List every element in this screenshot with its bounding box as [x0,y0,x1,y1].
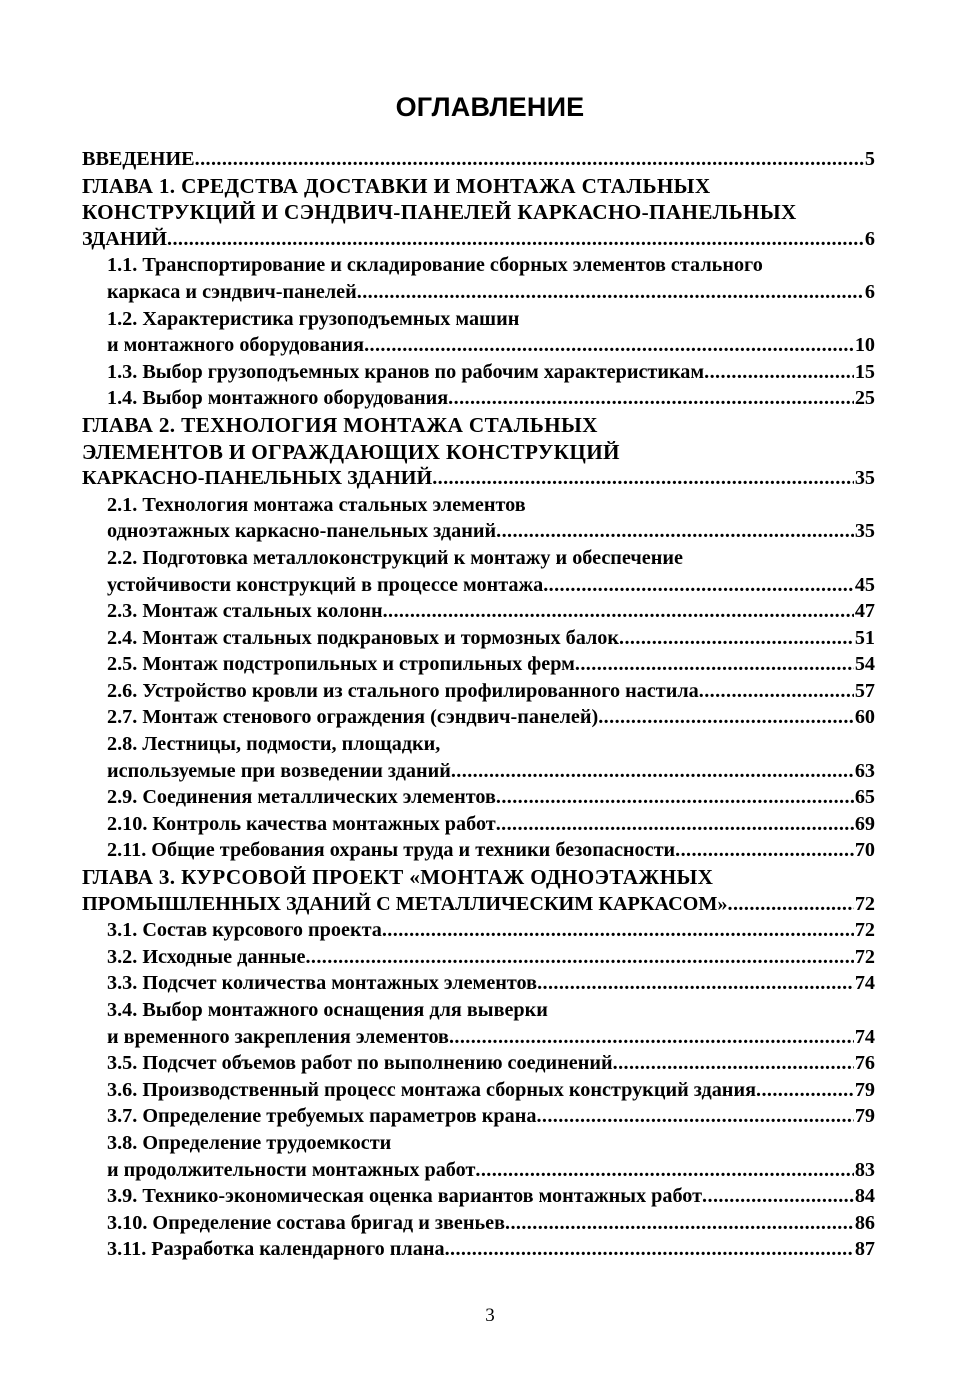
dot-leader [432,465,854,492]
toc-section-entry[interactable] [82,385,875,412]
toc-section-entry[interactable] [82,625,875,652]
toc-entry-title-line: 3.3. Подсчет количества монтажных элементов [107,972,538,995]
toc-entry-row [107,944,875,971]
toc-page-number: 5 [864,148,875,170]
toc-entry-row [107,625,875,652]
dot-leader [496,811,854,838]
toc-entry-row [107,678,875,705]
toc-entry-title-line: одноэтажных каркасно-панельных зданий [107,520,497,543]
toc-entry-row [107,758,875,785]
toc-section-entry[interactable] [82,1103,875,1130]
dot-leader [449,1024,854,1051]
toc-section-entry[interactable] [82,997,875,1050]
dot-leader [195,146,864,173]
dot-leader [445,1236,854,1263]
toc-entry-title-line: 3.8. Определение трудоемкости [107,1131,392,1154]
toc-page-number: 47 [854,600,875,623]
toc-page-number: 45 [854,573,875,596]
toc-entry-title-line: 2.1. Технология монтажа стальных элементов [107,493,526,516]
toc-page-number: 86 [854,1211,875,1234]
toc-entry-title-line: каркаса и сэндвич-панелей [107,280,357,303]
dot-leader [613,1050,854,1077]
dot-leader [496,518,854,545]
toc-section-entry[interactable] [82,1130,875,1183]
toc-entry-title-line: 3.4. Выбор монтажного оснащения для выверки [107,999,548,1021]
table-of-contents [82,146,875,1263]
toc-entry-title-line: 1.2. Характеристика грузоподъемных машин [107,307,520,330]
dot-leader [536,1103,853,1130]
toc-entry-title-line: 2.6. Устройство кровли из стального профилированного настила [107,679,699,702]
dot-leader [543,572,854,599]
toc-entry-title-line: устойчивости конструкций в процессе монтажа [107,573,544,596]
toc-entry-row [107,970,875,997]
toc-entry-row [107,279,875,306]
toc-entry-title-line: 2.4. Монтаж стальных подкрановых и тормозных балок [107,626,620,649]
toc-page-number: 87 [854,1238,875,1261]
toc-entry-title-line: ГЛАВА 1. СРЕДСТВА ДОСТАВКИ И МОНТАЖА СТАЛЬНЫХ [82,173,711,198]
toc-section-entry[interactable] [82,678,875,705]
toc-entry-title-line: 3.5. Подсчет объемов работ по выполнению соединений [107,1052,613,1075]
toc-page-number: 72 [854,945,875,968]
toc-section-entry[interactable] [82,784,875,811]
toc-section-entry[interactable] [82,917,875,944]
toc-entry-title-line: ЗДАНИЙ [82,227,167,250]
toc-section-entry[interactable] [82,811,875,838]
toc-entry-row [82,891,875,918]
dot-leader [704,359,854,386]
toc-entry-title-line: 2.9. Соединения металлических элементов [107,786,496,809]
toc-entry-row [107,1157,875,1184]
toc-entry-row [107,1077,875,1104]
toc-section-entry[interactable] [82,1077,875,1104]
dot-leader [537,970,854,997]
toc-page-number: 79 [854,1105,875,1128]
toc-entry-row [107,1024,875,1051]
toc-section-entry[interactable] [82,970,875,997]
page-title: ОГЛАВЛЕНИЕ [395,92,585,122]
dot-leader [382,917,854,944]
toc-page-number: 10 [854,334,875,357]
toc-entry-row [107,1183,875,1210]
toc-entry-row [107,837,875,864]
toc-entry-title-line: 1.3. Выбор грузоподъемных кранов по рабочим характеристикам [107,360,705,383]
toc-section-entry[interactable] [82,545,875,598]
toc-page-number: 35 [854,520,875,543]
toc-section-entry[interactable] [82,1210,875,1237]
toc-page-number: 6 [864,227,875,250]
toc-entry-row [107,518,875,545]
toc-entry-title-line: 2.3. Монтаж стальных колонн [107,600,383,623]
toc-entry-row [107,784,875,811]
toc-entry-row [82,226,875,253]
toc-entry-title-line: КОНСТРУКЦИЙ И СЭНДВИЧ-ПАНЕЛЕЙ КАРКАСНО-ПАНЕЛЬНЫХ [82,200,797,225]
toc-entry-row [107,385,875,412]
toc-section-entry[interactable] [82,704,875,731]
dot-leader [728,891,854,918]
toc-entry-row [107,1210,875,1237]
toc-page-number: 69 [854,812,875,835]
toc-entry-title-line: 1.1. Транспортирование и складирование сборных элементов стального [107,254,763,277]
toc-page-number: 6 [864,280,875,303]
toc-page-number: 84 [854,1185,875,1208]
toc-entry-row [107,1236,875,1263]
toc-entry-title-line: 2.10. Контроль качества монтажных работ [107,812,496,835]
dot-leader [619,625,854,652]
toc-entry-row [107,1103,875,1130]
toc-entry-row [107,651,875,678]
toc-entry-title-line: ПРОМЫШЛЕННЫХ ЗДАНИЙ С МЕТАЛЛИЧЕСКИМ КАРКАСОМ» [82,892,728,915]
toc-page-number: 25 [854,387,875,410]
toc-entry-title-line: и продолжительности монтажных работ [107,1158,476,1181]
toc-entry-title-line: и монтажного оборудования [107,334,365,357]
toc-entry-title-line: 3.6. Производственный процесс монтажа сборных конструкций здания [107,1078,756,1101]
toc-entry-row [107,572,875,599]
toc-section-entry[interactable] [82,252,875,305]
dot-leader [357,279,864,306]
toc-entry-title-line: 2.7. Монтаж стенового ограждения (сэндвич-панелей) [107,706,599,729]
toc-entry-title-line: используемые при возведении зданий [107,759,451,782]
toc-entry-title-line: КАРКАСНО-ПАНЕЛЬНЫХ ЗДАНИЙ [82,467,433,490]
toc-page-number: 72 [854,892,875,915]
toc-entry-row [107,811,875,838]
toc-section-entry[interactable] [82,598,875,625]
toc-entry-title-line: 2.2. Подготовка металлоконструкций к монтажу и обеспечение [107,546,683,569]
dot-leader [448,385,854,412]
toc-section-entry[interactable] [82,731,875,784]
toc-chapter-entry[interactable] [82,864,875,917]
toc-page-number: 57 [854,679,875,702]
toc-page-number: 70 [854,839,875,862]
dot-leader [475,1157,853,1184]
toc-entry-title-line: 3.2. Исходные данные [107,945,306,968]
toc-chapter-entry[interactable] [82,146,875,173]
toc-section-entry[interactable] [82,837,875,864]
dot-leader [575,651,854,678]
toc-page-number: 15 [854,360,875,383]
toc-entry-title-line: 3.9. Технико-экономическая оценка вариантов монтажных работ [107,1185,703,1208]
toc-section-entry[interactable] [82,1050,875,1077]
toc-entry-title-line: 1.4. Выбор монтажного оборудования [107,387,449,410]
toc-entry-title-line: 2.11. Общие требования охраны труда и техники безопасности [107,839,676,862]
toc-entry-title-line: ГЛАВА 3. КУРСОВОЙ ПРОЕКТ «МОНТАЖ ОДНОЭТАЖНЫХ [82,865,714,890]
toc-entry-title-line: 3.1. Состав курсового проекта [107,919,382,942]
toc-page-number: 74 [854,972,875,995]
toc-entry-row [107,332,875,359]
toc-entry-title-line: 3.11. Разработка календарного плана [107,1238,445,1261]
dot-leader [675,837,854,864]
toc-section-entry[interactable] [82,492,875,545]
page-number: 3 [485,1305,495,1326]
toc-section-entry[interactable] [82,944,875,971]
toc-entry-row [82,465,875,492]
dot-leader [756,1077,854,1104]
toc-entry-title-line: 3.7. Определение требуемых параметров крана [107,1105,537,1128]
toc-entry-title-line: 2.8. Лестницы, подмости, площадки, [107,733,441,756]
dot-leader [167,226,864,253]
toc-page-number: 83 [854,1158,875,1181]
toc-entry-row [107,598,875,625]
toc-chapter-entry[interactable] [82,173,875,253]
toc-entry-title-line: ВВЕДЕНИЕ [82,148,195,170]
toc-page-number: 76 [854,1052,875,1075]
toc-page-number: 60 [854,706,875,729]
dot-leader [496,784,854,811]
toc-entry-row [107,359,875,386]
dot-leader [383,598,854,625]
toc-section-entry[interactable] [82,359,875,386]
toc-page-number: 54 [854,653,875,676]
dot-leader [598,704,854,731]
toc-entry-title-line: ЭЛЕМЕНТОВ И ОГРАЖДАЮЩИХ КОНСТРУКЦИЙ [82,439,620,464]
toc-entry-title-line: ГЛАВА 2. ТЕХНОЛОГИЯ МОНТАЖА СТАЛЬНЫХ [82,412,598,437]
toc-page-number: 79 [854,1078,875,1101]
dot-leader [702,1183,854,1210]
toc-page-number: 72 [854,919,875,942]
toc-entry-title-line: 3.10. Определение состава бригад и звеньев [107,1211,506,1234]
dot-leader [364,332,854,359]
toc-entry-title-line: и временного закрепления элементов [107,1025,449,1048]
toc-entry-title-line: 2.5. Монтаж подстропильных и стропильных ферм [107,653,575,676]
dot-leader [305,944,853,971]
toc-entry-row [107,917,875,944]
dot-leader [505,1210,854,1237]
toc-page-number: 51 [854,626,875,649]
toc-chapter-entry[interactable] [82,412,875,492]
toc-section-entry[interactable] [82,651,875,678]
toc-section-entry[interactable] [82,1183,875,1210]
toc-section-entry[interactable] [82,306,875,359]
dot-leader [699,678,854,705]
toc-page-number: 65 [854,786,875,809]
toc-page-number: 74 [854,1025,875,1048]
dot-leader [451,758,854,785]
toc-entry-row [107,1050,875,1077]
toc-entry-row [107,704,875,731]
toc-page-number: 63 [854,759,875,782]
toc-entry-row [82,146,875,173]
toc-section-entry[interactable] [82,1236,875,1263]
toc-page-number: 35 [854,467,875,490]
